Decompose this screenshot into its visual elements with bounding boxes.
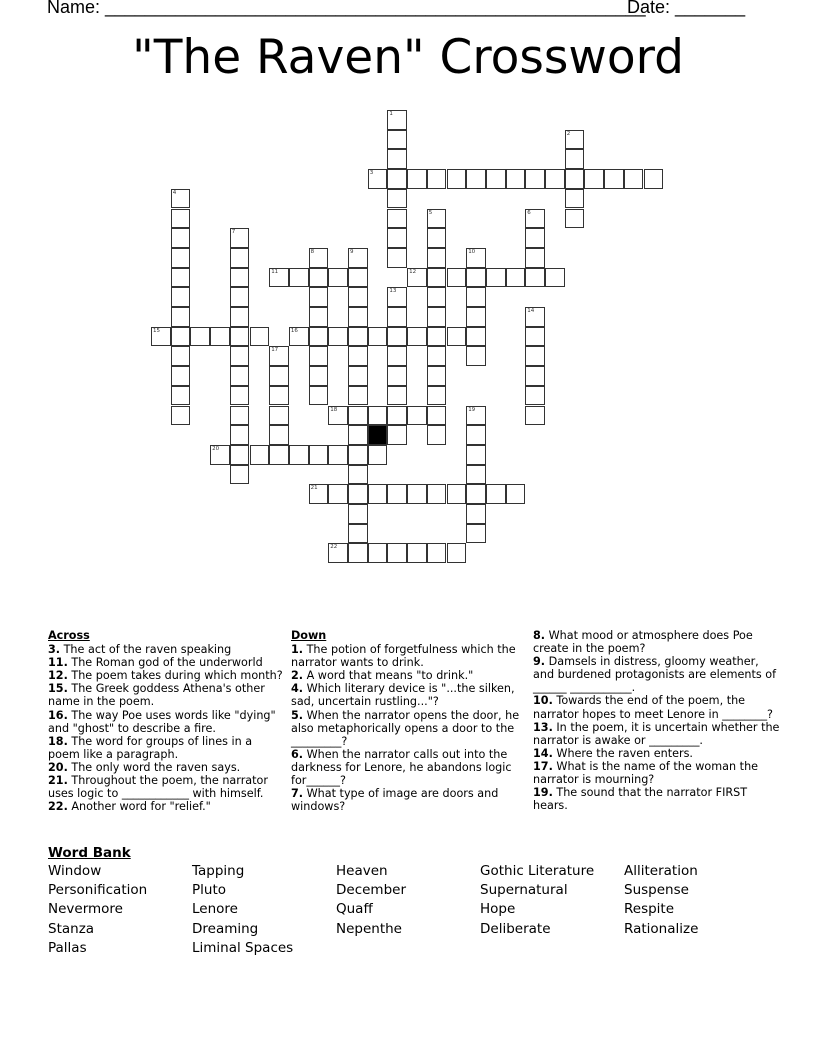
grid-cell[interactable] <box>348 524 368 544</box>
grid-cell[interactable] <box>230 406 250 426</box>
grid-cell[interactable] <box>171 366 191 386</box>
grid-cell[interactable] <box>525 406 545 426</box>
grid-cell[interactable] <box>269 406 289 426</box>
clue-text: The potion of forgetfulness which the narrator wants to drink. <box>291 643 516 670</box>
clue-number: 3. <box>48 643 61 657</box>
grid-cell[interactable] <box>427 248 447 268</box>
word-bank-word: Personification <box>48 882 148 899</box>
word-bank-word: Heaven <box>336 863 388 879</box>
grid-cell[interactable] <box>427 366 447 386</box>
grid-cell[interactable] <box>348 268 368 288</box>
clue-item <box>48 709 286 735</box>
grid-cell[interactable] <box>387 386 407 406</box>
grid-cell[interactable] <box>525 248 545 268</box>
clue-number: 10 <box>468 248 476 255</box>
grid-cell[interactable] <box>427 406 447 426</box>
clue-number: 7. <box>291 787 304 801</box>
grid-cell[interactable] <box>230 248 250 268</box>
grid-cell[interactable] <box>230 445 250 465</box>
grid-cell[interactable] <box>387 425 407 445</box>
grid-cell[interactable] <box>309 248 329 268</box>
word-bank-word: Deliberate <box>480 920 551 937</box>
clue-number: 18 <box>330 406 338 413</box>
word-bank-word: December <box>336 882 407 899</box>
clue-number: 5 <box>428 209 433 216</box>
clue-number: 17. <box>533 759 553 773</box>
clue-number: 10. <box>533 694 553 708</box>
grid-cell[interactable] <box>289 327 309 347</box>
clue-item <box>533 655 783 694</box>
grid-cell[interactable] <box>466 248 486 268</box>
grid-cell[interactable] <box>565 189 585 209</box>
clue-number: 6 <box>527 209 531 216</box>
clue-number: 18. <box>48 734 68 748</box>
word-bank-word: Quaff <box>336 901 373 918</box>
clue-item <box>48 800 286 813</box>
grid-cell[interactable] <box>466 524 486 544</box>
grid-cell[interactable] <box>506 484 526 504</box>
clue-number: 8 <box>310 248 315 255</box>
clue-number: 15. <box>48 682 68 696</box>
grid-cell[interactable] <box>387 149 407 169</box>
grid-cell[interactable] <box>328 484 348 504</box>
grid-cell[interactable] <box>427 327 447 347</box>
grid-cell[interactable] <box>447 268 467 288</box>
clue-item <box>48 774 286 800</box>
clue-text: When the narrator calls out into the darkness for Lenore, he abandons logic for______? <box>291 747 512 788</box>
clue-number: 4 <box>172 189 177 196</box>
grid-cell[interactable] <box>545 268 565 288</box>
word-bank-column <box>192 862 293 958</box>
across-clue-list <box>48 643 286 813</box>
grid-cell[interactable] <box>387 110 407 130</box>
word-bank-word: Lenore <box>192 901 238 918</box>
grid-cell[interactable] <box>525 169 545 189</box>
grid-cell[interactable] <box>348 366 368 386</box>
grid-cell[interactable] <box>348 346 368 366</box>
word-bank-word: Pallas <box>48 939 87 956</box>
grid-cell[interactable] <box>604 169 624 189</box>
down-heading: Down <box>291 629 327 642</box>
grid-cell[interactable] <box>525 366 545 386</box>
grid-cell[interactable] <box>171 248 191 268</box>
word-bank-word: Nevermore <box>48 901 123 918</box>
grid-cell[interactable] <box>407 327 427 347</box>
clue-number: 11. <box>48 656 68 670</box>
grid-cell[interactable] <box>269 425 289 445</box>
word-bank-word: Window <box>48 863 102 879</box>
grid-cell[interactable] <box>348 386 368 406</box>
grid-cell[interactable] <box>447 327 467 347</box>
grid-cell[interactable] <box>407 543 427 563</box>
clue-item <box>291 787 529 813</box>
grid-cell[interactable] <box>447 169 467 189</box>
grid-cell[interactable] <box>230 327 250 347</box>
grid-cell[interactable] <box>466 287 486 307</box>
clue-text: When the narrator opens the door, he also metaphorically opens a door to the _________? <box>291 708 520 748</box>
grid-cell[interactable] <box>644 169 664 189</box>
grid-cell[interactable] <box>309 268 329 288</box>
grid-cell[interactable] <box>387 327 407 347</box>
word-bank-word: Respite <box>624 901 675 918</box>
word-bank-word: Pluto <box>192 882 227 899</box>
grid-cell[interactable] <box>309 484 329 504</box>
word-bank-word: Rationalize <box>624 920 699 937</box>
grid-cell[interactable] <box>368 406 388 426</box>
word-bank-word: Tapping <box>192 863 245 879</box>
clue-item <box>533 694 783 720</box>
grid-cell[interactable] <box>466 268 486 288</box>
grid-cell[interactable] <box>466 346 486 366</box>
grid-cell[interactable] <box>466 484 486 504</box>
grid-cell[interactable] <box>387 189 407 209</box>
grid-cell[interactable] <box>525 268 545 288</box>
grid-cell[interactable] <box>407 268 427 288</box>
grid-cell[interactable] <box>309 445 329 465</box>
grid-cell[interactable] <box>427 228 447 248</box>
grid-cell[interactable] <box>348 484 368 504</box>
clue-number: 9 <box>350 248 354 255</box>
clue-number: 19. <box>533 786 553 800</box>
grid-cell[interactable] <box>348 465 368 485</box>
grid-cell[interactable] <box>407 406 427 426</box>
clue-number: 16. <box>48 708 68 722</box>
grid-cell[interactable] <box>427 268 447 288</box>
grid-cell[interactable] <box>269 346 289 366</box>
clue-number: 20 <box>212 445 220 452</box>
clue-item <box>48 669 286 682</box>
clue-number: 9. <box>533 655 546 669</box>
grid-cell[interactable] <box>171 346 191 366</box>
grid-cell[interactable] <box>328 327 348 347</box>
clue-text: Where the raven enters. <box>552 746 693 760</box>
word-bank-word: Stanza <box>48 920 95 937</box>
grid-cell[interactable] <box>368 169 388 189</box>
grid-cell[interactable] <box>466 307 486 327</box>
grid-cell[interactable] <box>427 346 447 366</box>
clue-number: 19 <box>468 406 476 413</box>
clue-text: Throughout the poem, the narrator uses logic to ____________ with himself. <box>48 774 268 801</box>
grid-cell[interactable] <box>427 543 447 563</box>
grid-cell[interactable] <box>171 327 191 347</box>
clue-number: 6. <box>291 747 304 761</box>
word-bank-word: Suspense <box>624 882 689 899</box>
grid-cell[interactable] <box>466 169 486 189</box>
grid-cell[interactable] <box>250 445 270 465</box>
grid-cell[interactable] <box>525 209 545 229</box>
grid-cell[interactable] <box>387 169 407 189</box>
grid-cell[interactable] <box>486 484 506 504</box>
grid-cell[interactable] <box>151 327 171 347</box>
grid-cell[interactable] <box>466 425 486 445</box>
grid-cell[interactable] <box>387 484 407 504</box>
clue-item <box>291 669 529 682</box>
grid-cell[interactable] <box>230 386 250 406</box>
grid-cell[interactable] <box>230 307 250 327</box>
clue-number: 14. <box>533 746 553 760</box>
clue-number: 4. <box>291 682 304 696</box>
date-field: Date: _______ <box>627 0 746 17</box>
grid-cell[interactable] <box>407 484 427 504</box>
clue-number: 12. <box>48 669 68 683</box>
clue-text: What type of image are doors and windows? <box>291 787 499 814</box>
clue-item <box>533 786 783 812</box>
clue-number: 21 <box>310 485 318 492</box>
grid-cell[interactable] <box>565 209 585 229</box>
grid-cell[interactable] <box>190 327 210 347</box>
clue-text: Towards the end of the poem, the narrator hopes to meet Lenore in ________? <box>533 694 773 721</box>
clue-number: 1 <box>389 111 393 117</box>
grid-cell[interactable] <box>407 169 427 189</box>
grid-cell[interactable] <box>565 169 585 189</box>
word-bank-word: Liminal Spaces <box>192 939 294 956</box>
grid-cell[interactable] <box>525 386 545 406</box>
grid-cell[interactable] <box>328 268 348 288</box>
grid-cell[interactable] <box>289 445 309 465</box>
grid-cell[interactable] <box>348 543 368 563</box>
grid-cell[interactable] <box>309 327 329 347</box>
black-cell <box>368 425 388 445</box>
grid-cell[interactable] <box>309 386 329 406</box>
grid-cell[interactable] <box>348 504 368 524</box>
grid-cell[interactable] <box>387 287 407 307</box>
grid-cell[interactable] <box>328 445 348 465</box>
grid-cell[interactable] <box>368 445 388 465</box>
grid-cell[interactable] <box>466 327 486 347</box>
name-field: Name: ______________________________________________________ <box>47 0 646 17</box>
grid-cell[interactable] <box>171 209 191 229</box>
grid-cell[interactable] <box>387 366 407 386</box>
word-bank-column <box>336 862 406 939</box>
grid-cell[interactable] <box>171 228 191 248</box>
clue-number: 13 <box>389 288 397 295</box>
clue-text: What is the name of the woman the narrator is mourning? <box>533 759 759 787</box>
grid-cell[interactable] <box>368 327 388 347</box>
clue-number: 1. <box>291 643 304 657</box>
clue-text: The sound that the narrator FIRST hears. <box>533 786 748 813</box>
grid-cell[interactable] <box>368 484 388 504</box>
clue-number: 3 <box>369 170 374 177</box>
clue-item <box>533 721 783 747</box>
grid-cell[interactable] <box>466 504 486 524</box>
clue-number: 8. <box>533 629 546 642</box>
grid-cell[interactable] <box>387 307 407 327</box>
clue-text: The way Poe uses words like "dying" and "ghost" to describe a fire. <box>48 708 276 735</box>
grid-cell[interactable] <box>427 484 447 504</box>
down-clues <box>291 629 529 813</box>
clue-item <box>533 760 783 786</box>
grid-cell[interactable] <box>447 543 467 563</box>
down-clue-list <box>291 643 529 813</box>
clue-item <box>291 682 529 708</box>
page-title: "The Raven" Crossword <box>132 30 684 85</box>
clue-item <box>291 748 529 787</box>
grid-cell[interactable] <box>171 189 191 209</box>
grid-cell[interactable] <box>427 425 447 445</box>
clue-number: 14 <box>527 308 535 314</box>
grid-cell[interactable] <box>230 287 250 307</box>
word-bank-word: Nepenthe <box>336 920 402 937</box>
clue-number: 12 <box>409 268 417 275</box>
grid-cell[interactable] <box>427 209 447 229</box>
grid-cell[interactable] <box>230 346 250 366</box>
grid-cell[interactable] <box>348 425 368 445</box>
clue-item <box>48 761 286 774</box>
grid-cell[interactable] <box>565 149 585 169</box>
across-clues <box>48 629 286 813</box>
clue-text: The poem takes during which month? <box>67 669 283 683</box>
grid-cell[interactable] <box>525 327 545 347</box>
grid-cell[interactable] <box>427 287 447 307</box>
clue-text: The word for groups of lines in a poem like a paragraph. <box>48 734 253 761</box>
clue-number: 22 <box>330 544 338 551</box>
grid-cell[interactable] <box>309 366 329 386</box>
grid-cell[interactable] <box>387 346 407 366</box>
across-heading: Across <box>48 629 90 642</box>
grid-cell[interactable] <box>328 543 348 563</box>
grid-cell[interactable] <box>269 268 289 288</box>
grid-cell[interactable] <box>269 386 289 406</box>
grid-cell[interactable] <box>486 169 506 189</box>
clue-number: 16 <box>290 327 298 334</box>
clue-number: 21. <box>48 774 68 788</box>
grid-cell[interactable] <box>624 169 644 189</box>
grid-cell[interactable] <box>584 169 604 189</box>
grid-cell[interactable] <box>348 248 368 268</box>
word-bank-column <box>48 862 147 958</box>
grid-cell[interactable] <box>368 543 388 563</box>
grid-cell[interactable] <box>525 346 545 366</box>
clue-text: The Greek goddess Athena's other name in the poem. <box>48 682 265 709</box>
grid-cell[interactable] <box>387 130 407 150</box>
grid-cell[interactable] <box>269 445 289 465</box>
grid-cell[interactable] <box>427 386 447 406</box>
clue-item <box>533 747 783 760</box>
down-clue-list-continued <box>533 629 783 812</box>
grid-cell[interactable] <box>309 307 329 327</box>
grid-cell[interactable] <box>387 406 407 426</box>
grid-cell[interactable] <box>466 465 486 485</box>
word-bank-word: Dreaming <box>192 920 259 937</box>
clue-number: 15 <box>153 327 160 334</box>
grid-cell[interactable] <box>230 425 250 445</box>
grid-cell[interactable] <box>447 484 467 504</box>
grid-cell[interactable] <box>387 248 407 268</box>
grid-cell[interactable] <box>230 268 250 288</box>
down-clues-continued <box>533 629 783 812</box>
grid-cell[interactable] <box>348 327 368 347</box>
grid-cell[interactable] <box>506 268 526 288</box>
grid-cell[interactable] <box>486 268 506 288</box>
clue-item <box>48 735 286 761</box>
grid-cell[interactable] <box>427 169 447 189</box>
grid-cell[interactable] <box>506 169 526 189</box>
clue-text: The Roman god of the underworld <box>67 656 263 670</box>
grid-cell[interactable] <box>230 366 250 386</box>
grid-cell[interactable] <box>348 307 368 327</box>
clue-number: 17 <box>271 347 279 354</box>
grid-cell[interactable] <box>348 445 368 465</box>
clue-item <box>48 656 286 669</box>
clue-number: 7 <box>231 229 236 236</box>
grid-cell[interactable] <box>289 268 309 288</box>
grid-cell[interactable] <box>387 228 407 248</box>
word-bank-word: Alliteration <box>624 863 698 879</box>
grid-cell[interactable] <box>525 228 545 248</box>
clue-number: 2 <box>566 130 571 137</box>
grid-cell[interactable] <box>466 406 486 426</box>
clue-item <box>533 629 783 655</box>
word-bank-heading: Word Bank <box>48 845 131 861</box>
clue-text: In the poem, it is uncertain whether the narrator is awake or _________. <box>533 720 780 747</box>
word-bank-column <box>480 862 594 939</box>
clue-text: Damsels in distress, gloomy weather, and burdened protagonists are elements of ______ ___________. <box>533 655 777 695</box>
grid-cell[interactable] <box>565 130 585 150</box>
clue-text: A word that means "to drink." <box>303 669 474 683</box>
word-bank-column <box>624 862 698 939</box>
grid-cell[interactable] <box>387 543 407 563</box>
clue-number: 13. <box>533 720 553 734</box>
clue-item <box>48 643 286 656</box>
grid-cell[interactable] <box>545 169 565 189</box>
grid-cell[interactable] <box>525 307 545 327</box>
grid-cell[interactable] <box>210 327 230 347</box>
clue-text: Which literary device is "...the silken, sad, uncertain rustling..."? <box>291 682 515 709</box>
clue-item <box>48 682 286 708</box>
grid-cell[interactable] <box>309 346 329 366</box>
clue-number: 22. <box>48 800 68 814</box>
clue-text: What mood or atmosphere does Poe create in the poem? <box>533 629 753 656</box>
clue-text: The act of the raven speaking <box>60 643 232 657</box>
word-bank-word: Hope <box>480 901 516 918</box>
grid-cell[interactable] <box>348 287 368 307</box>
grid-cell[interactable] <box>427 307 447 327</box>
grid-cell[interactable] <box>328 406 348 426</box>
grid-cell[interactable] <box>269 366 289 386</box>
word-bank-word: Gothic Literature <box>480 863 595 879</box>
grid-cell[interactable] <box>171 287 191 307</box>
clue-number: 11 <box>271 268 279 275</box>
grid-cell[interactable] <box>230 465 250 485</box>
clue-text: Another word for "relief." <box>67 800 211 814</box>
grid-cell[interactable] <box>171 406 191 426</box>
grid-cell[interactable] <box>250 327 270 347</box>
grid-cell[interactable] <box>210 445 230 465</box>
clue-number: 5. <box>291 708 304 722</box>
word-bank-word: Supernatural <box>480 882 568 899</box>
clue-item <box>291 709 529 748</box>
grid-cell[interactable] <box>171 386 191 406</box>
clue-text: The only word the raven says. <box>67 760 241 774</box>
grid-cell[interactable] <box>171 307 191 327</box>
grid-cell[interactable] <box>466 445 486 465</box>
clue-number: 2. <box>291 669 304 683</box>
grid-cell[interactable] <box>230 228 250 248</box>
clue-number: 20. <box>48 760 68 774</box>
clue-item <box>291 643 529 669</box>
grid-cell[interactable] <box>348 406 368 426</box>
grid-cell[interactable] <box>171 268 191 288</box>
grid-cell[interactable] <box>387 209 407 229</box>
grid-cell[interactable] <box>309 287 329 307</box>
